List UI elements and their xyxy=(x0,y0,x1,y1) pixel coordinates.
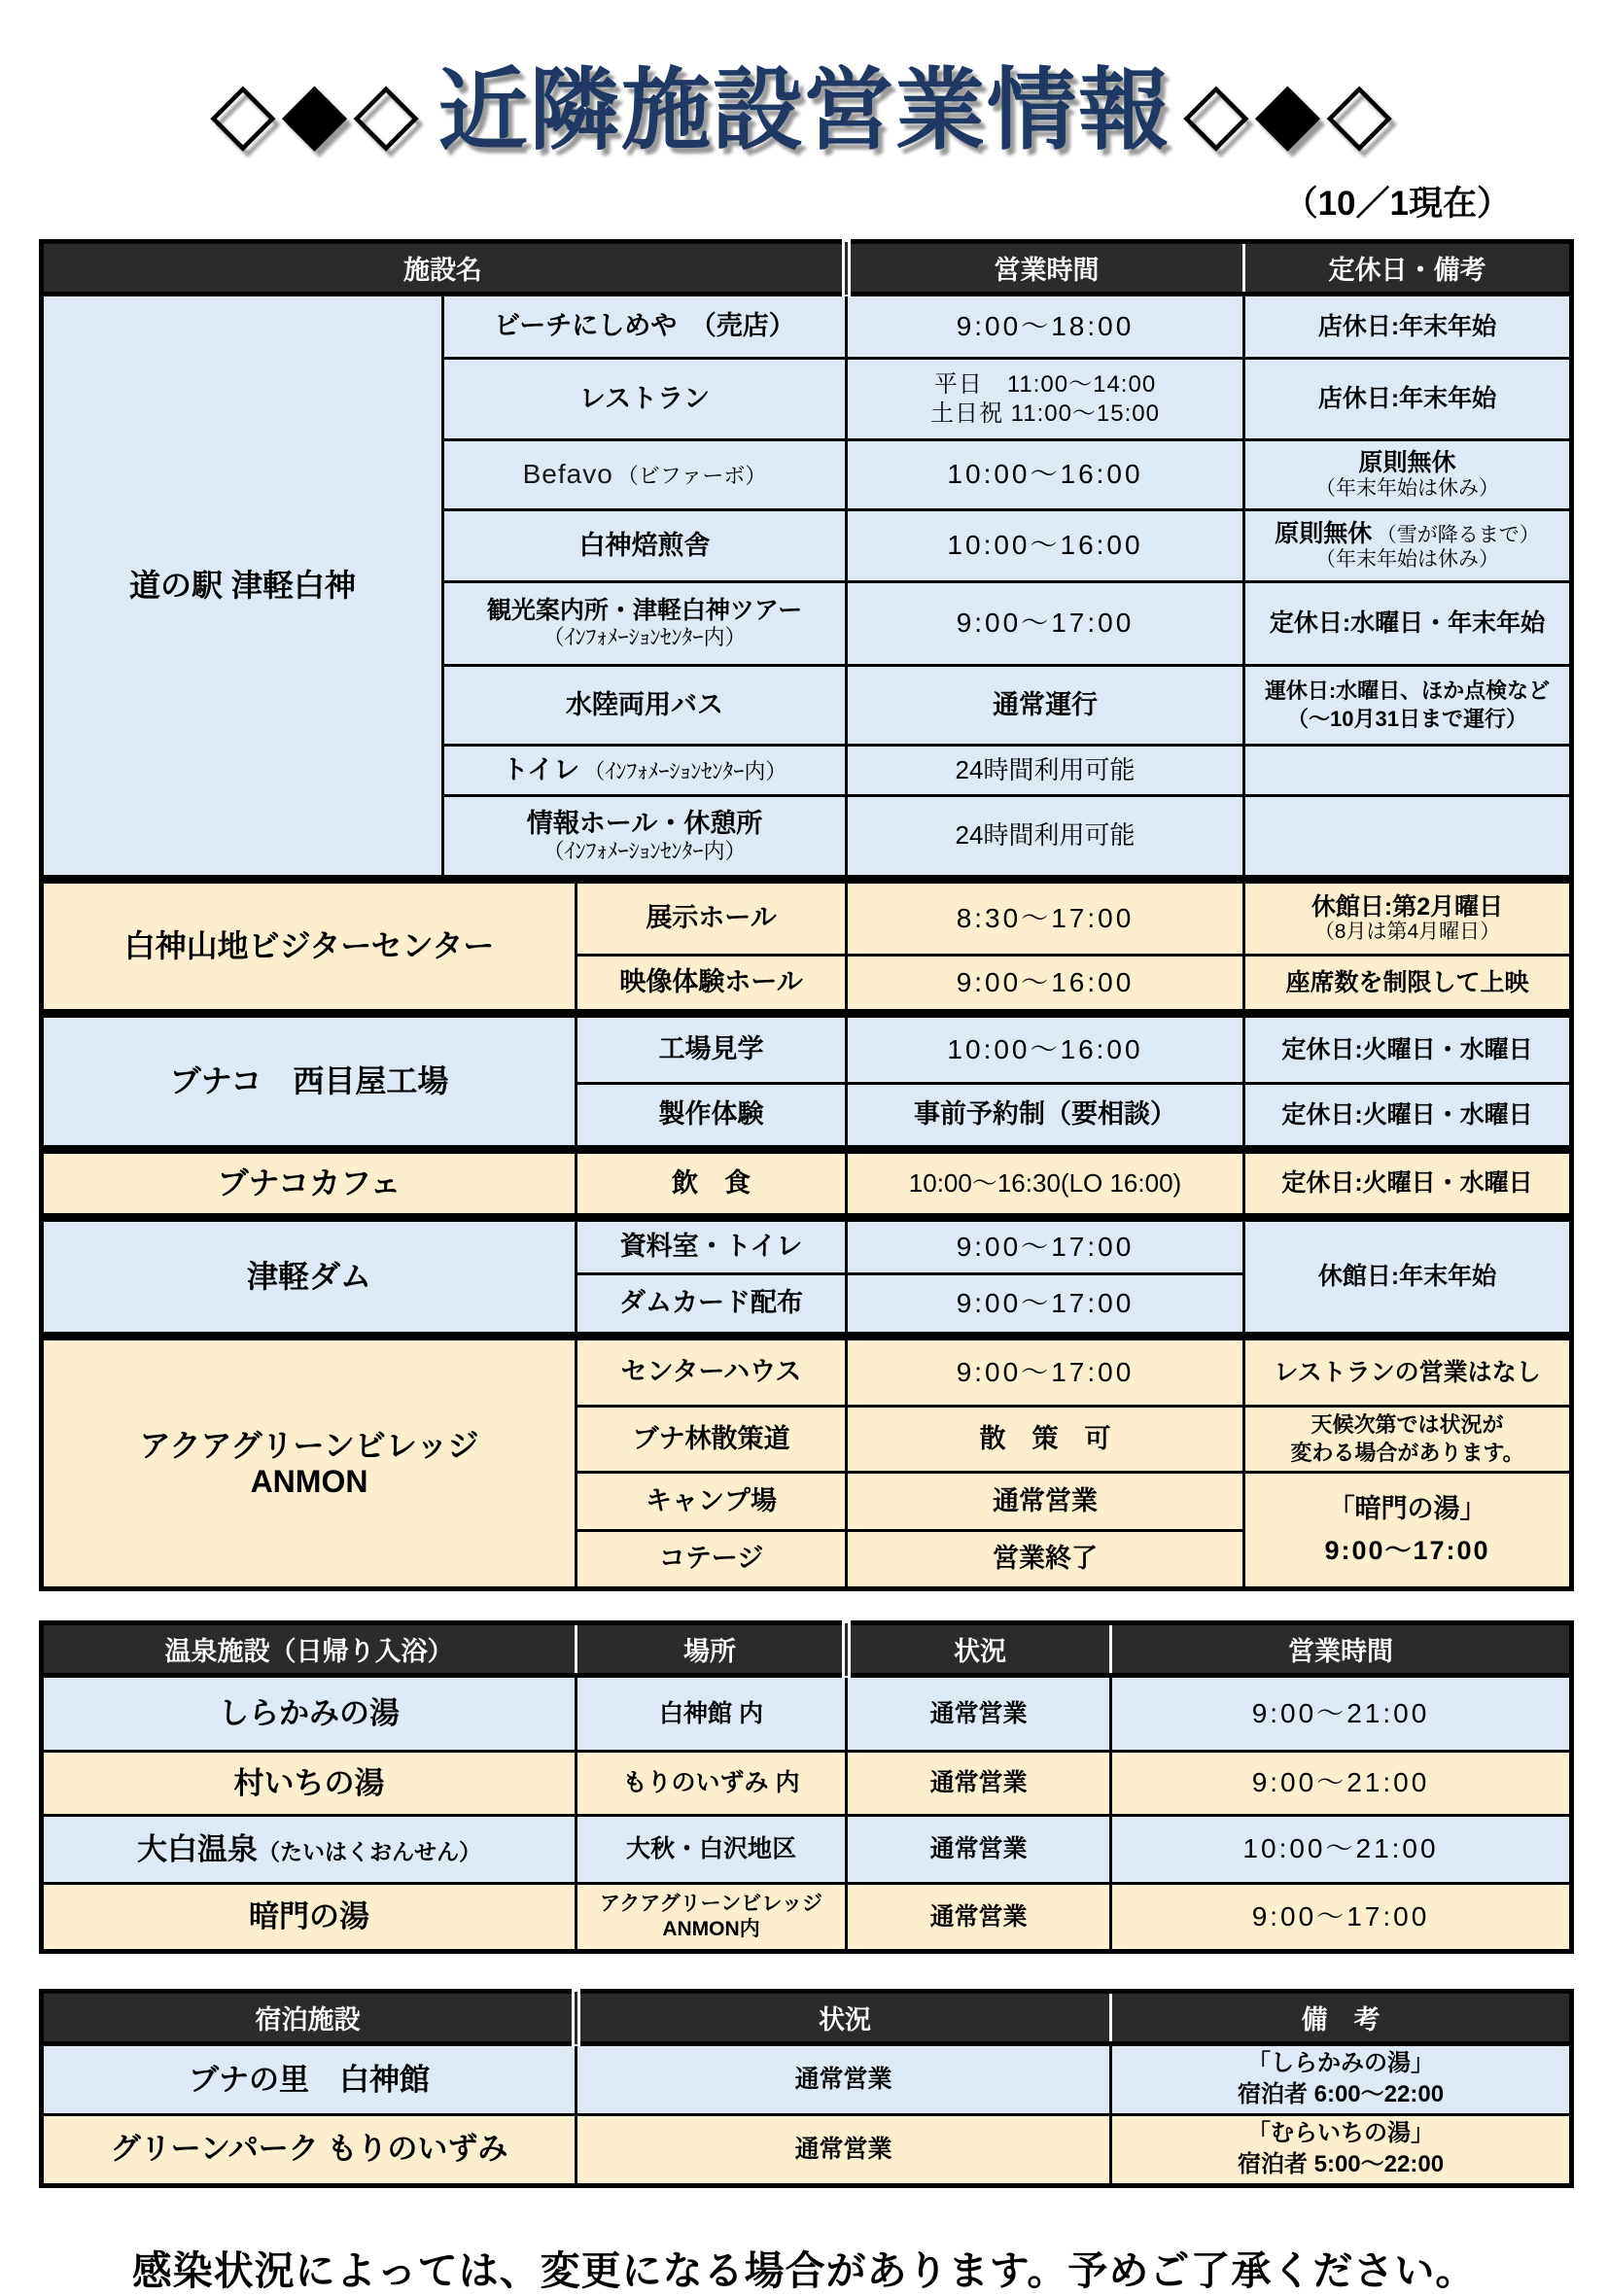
note-cell xyxy=(1244,1337,1572,1407)
facility-name: 観光案内所・津軽白神ツアー xyxy=(486,597,803,625)
place-line1: アクアグリーンビレッジ xyxy=(599,1892,823,1915)
hours-cell xyxy=(847,746,1244,796)
diamond-deco-right-icon: ◇◆◇ xyxy=(1183,63,1399,159)
note-cell xyxy=(1244,1014,1572,1084)
place-cell xyxy=(577,1884,847,1952)
hours-value: 9:00～17:00 xyxy=(956,1356,1135,1387)
place-text: 白神館 内 xyxy=(659,1699,763,1727)
status-cell xyxy=(847,1884,1111,1952)
facility-cell xyxy=(577,1337,847,1407)
place-text: 大秋・白沢地区 xyxy=(625,1835,796,1863)
header-place: 場所 xyxy=(577,1623,847,1676)
onsen-table xyxy=(39,1620,1574,1954)
note-text: 原則無休 xyxy=(1275,520,1373,548)
hours-value: 事前予約制（要相談） xyxy=(914,1099,1176,1130)
note-subtext: （～10月31日まで運行） xyxy=(1287,706,1527,731)
hours-value: 10:00～21:00 xyxy=(1242,1833,1439,1864)
diamond-deco-left-icon: ◇◆◇ xyxy=(209,63,425,159)
status-cell xyxy=(847,1816,1111,1884)
group-name: アクアグリーンビレッジ xyxy=(139,1427,479,1463)
facility-table xyxy=(39,239,1574,1591)
header-hours: 営業時間 xyxy=(1111,1623,1572,1676)
facility-table-header-row xyxy=(42,242,1572,295)
status-cell xyxy=(847,1752,1111,1816)
page-title-text: 近隣施設営業情報 xyxy=(437,61,1170,160)
hours-cell xyxy=(847,510,1244,582)
hours-cell xyxy=(847,1150,1244,1218)
facility-name: 映像体験ホール xyxy=(619,967,803,997)
hours-value: 24時間利用可能 xyxy=(955,820,1136,851)
hours-cell xyxy=(1111,1676,1572,1752)
note-cell xyxy=(1244,1084,1572,1150)
table-row xyxy=(42,1676,1572,1752)
hours-value: 9:00～17:00 xyxy=(1251,1900,1430,1931)
facility-name: 工場見学 xyxy=(658,1034,764,1064)
facility-cell xyxy=(577,1014,847,1084)
table-row xyxy=(42,295,1572,359)
hours-value: 10:00～16:00 xyxy=(947,1033,1143,1064)
onsen-name-reading: （たいはくおんせん） xyxy=(258,1838,481,1864)
onsen-name-cell xyxy=(42,1752,577,1816)
note-text: 運休日:水曜日、ほか点検など xyxy=(1264,678,1551,703)
hours-value: 通常運行 xyxy=(993,689,1098,719)
table-row xyxy=(42,1218,1572,1274)
facility-location: （ｲﾝﾌｫﾒｰｼｮﾝｾﾝﾀｰ内） xyxy=(542,838,747,863)
status-text: 通常営業 xyxy=(794,2066,892,2094)
note-text: 原則無休 xyxy=(1358,449,1456,477)
onsen-name: しらかみの湯 xyxy=(219,1696,400,1731)
facility-name: 展示ホール xyxy=(646,903,777,933)
facility-name: ダムカード配布 xyxy=(619,1288,803,1318)
hours-cell xyxy=(847,666,1244,746)
facility-cell xyxy=(577,1531,847,1589)
note-cell xyxy=(1244,1407,1572,1473)
facility-name: 白神焙煎舎 xyxy=(578,530,711,560)
facility-cell xyxy=(443,359,847,440)
table-row xyxy=(42,2044,1572,2115)
hours-value: 9:00～16:00 xyxy=(956,966,1135,997)
note-cell xyxy=(1244,359,1572,440)
facility-name: 資料室・トイレ xyxy=(619,1232,803,1262)
header-facility-name: 施設名 xyxy=(42,242,847,295)
hours-value: 10:00～16:30(LO 16:00) xyxy=(908,1167,1182,1198)
header-closed-remarks: 定休日・備考 xyxy=(1244,242,1572,295)
hours-cell xyxy=(847,1337,1244,1407)
table-row xyxy=(42,2114,1572,2185)
header-hours: 営業時間 xyxy=(847,242,1244,295)
facility-name: 水陸両用バス xyxy=(566,689,723,719)
table-row xyxy=(42,1752,1572,1816)
onsen-name-cell xyxy=(42,1676,577,1752)
onsen-table-header-row xyxy=(42,1623,1572,1676)
hours-value: 9:00～18:00 xyxy=(956,310,1135,341)
remarks-line2: 宿泊者 6:00～22:00 xyxy=(1237,2081,1445,2108)
onsen-name-cell xyxy=(42,1884,577,1952)
hours-cell xyxy=(1111,1884,1572,1952)
facility-cell xyxy=(443,666,847,746)
lodging-name: ブナの里 白神館 xyxy=(189,2062,430,2097)
facility-cell xyxy=(577,1218,847,1274)
hours-cell xyxy=(847,440,1244,510)
facility-cell xyxy=(577,1407,847,1473)
lodging-name: グリーンパーク もりのいずみ xyxy=(110,2132,508,2167)
hours-cell xyxy=(847,880,1244,956)
hours-value: 24時間利用可能 xyxy=(955,754,1136,784)
table-row xyxy=(42,1816,1572,1884)
hours-cell xyxy=(847,1084,1244,1150)
facility-cell xyxy=(443,746,847,796)
page-title xyxy=(39,39,1569,167)
note-subtext: （年末年始は休み） xyxy=(1315,547,1499,571)
onsen-name-cell xyxy=(42,1816,577,1884)
hours-cell xyxy=(847,1014,1244,1084)
remarks-line1: 「むらいちの湯」 xyxy=(1247,2119,1434,2146)
hours-value: 9:00～21:00 xyxy=(1251,1767,1430,1798)
facility-cell xyxy=(443,582,847,666)
facility-cell xyxy=(443,295,847,359)
place-line2: ANMON内 xyxy=(662,1918,760,1940)
place-text: もりのいずみ 内 xyxy=(622,1769,800,1797)
status-cell xyxy=(577,2044,1111,2115)
status-text: 通常営業 xyxy=(929,1699,1028,1727)
note-cell xyxy=(1244,666,1572,746)
lodging-table-header-row xyxy=(42,1992,1572,2044)
header-remarks: 備 考 xyxy=(1111,1992,1572,2044)
note-cell xyxy=(1244,1473,1572,1589)
hours-cell xyxy=(847,295,1244,359)
status-cell xyxy=(577,2114,1111,2185)
note-inline: （雪が降るまで） xyxy=(1376,524,1540,547)
spacer xyxy=(39,1591,1569,1620)
lodging-table xyxy=(39,1989,1574,2188)
note-subtext: （年末年始は休み） xyxy=(1315,476,1499,500)
hours-value: 9:00～21:00 xyxy=(1251,1697,1430,1728)
facility-name: ブナ林散策道 xyxy=(632,1423,790,1453)
note-text: 定休日:火曜日・水曜日 xyxy=(1281,1169,1533,1198)
facility-name: センターハウス xyxy=(620,1357,802,1387)
facility-name: ビーチにしめや （売店） xyxy=(494,311,795,341)
hours-cell xyxy=(847,1218,1244,1274)
facility-name: Befavo xyxy=(522,459,613,490)
note-text: 定休日:水曜日・年末年始 xyxy=(1269,609,1546,638)
facility-cell xyxy=(443,796,847,880)
footer-notice: 感染状況によっては、変更になる場合があります。予めご了承ください。 xyxy=(131,2247,1477,2293)
hours-cell xyxy=(847,1473,1244,1531)
lodging-name-cell xyxy=(42,2044,577,2115)
group-cell xyxy=(42,880,577,1014)
facility-name: レストラン xyxy=(578,383,711,413)
group-cell xyxy=(42,295,443,880)
note-text: 休館日:第2月曜日 xyxy=(1311,892,1504,921)
note-text: 定休日:火曜日・水曜日 xyxy=(1281,1100,1533,1129)
note-subtext: 9:00～17:00 xyxy=(1324,1536,1490,1565)
header-status: 状況 xyxy=(847,1623,1111,1676)
note-subtext: （8月は第4月曜日） xyxy=(1313,921,1501,944)
note-subtext: 変わる場合があります。 xyxy=(1290,1440,1524,1465)
hours-value: 9:00～17:00 xyxy=(956,1231,1135,1262)
hours-cell xyxy=(847,1274,1244,1337)
header-onsen-name: 温泉施設（日帰り入浴） xyxy=(42,1623,577,1676)
group-name-line2: ANMON xyxy=(250,1463,368,1499)
hours-cell xyxy=(847,956,1244,1014)
table-row xyxy=(42,1884,1572,1952)
facility-location: （ｲﾝﾌｫﾒｰｼｮﾝｾﾝﾀｰ内） xyxy=(583,758,787,783)
hours-value: 通常営業 xyxy=(993,1485,1098,1515)
facility-name: コテージ xyxy=(658,1544,764,1574)
status-text: 通常営業 xyxy=(929,1835,1028,1863)
lodging-name-cell xyxy=(42,2114,577,2185)
hours-value: 9:00～17:00 xyxy=(956,608,1135,639)
group-cell xyxy=(42,1218,577,1337)
facility-location: （ｲﾝﾌｫﾒｰｼｮﾝｾﾝﾀｰ内） xyxy=(542,625,747,650)
facility-name: トイレ xyxy=(502,754,580,784)
note-text: 店休日:年末年始 xyxy=(1317,312,1497,340)
hours-line2: 土日祝 11:00～15:00 xyxy=(929,400,1160,427)
status-text: 通常営業 xyxy=(794,2135,892,2163)
group-cell xyxy=(42,1337,577,1589)
facility-cell xyxy=(577,1274,847,1337)
facility-cell xyxy=(443,510,847,582)
place-cell xyxy=(577,1816,847,1884)
facility-name: 飲 食 xyxy=(672,1167,751,1198)
facility-cell xyxy=(577,1084,847,1150)
hours-cell xyxy=(847,359,1244,440)
note-cell xyxy=(1244,295,1572,359)
hours-value: 10:00～16:00 xyxy=(947,459,1143,490)
hours-cell xyxy=(847,1531,1244,1589)
header-status: 状況 xyxy=(577,1992,1111,2044)
onsen-name: 大白温泉 xyxy=(137,1831,258,1866)
hours-line1: 平日 11:00～14:00 xyxy=(933,370,1157,398)
group-name: 道の駅 津軽白神 xyxy=(129,568,356,604)
remarks-cell xyxy=(1111,2114,1572,2185)
group-name: ブナコ 西目屋工場 xyxy=(169,1063,449,1099)
note-text: 座席数を制限して上映 xyxy=(1285,968,1529,996)
facility-cell xyxy=(577,1150,847,1218)
facility-cell xyxy=(443,440,847,510)
hours-cell xyxy=(1111,1816,1572,1884)
facility-cell xyxy=(577,880,847,956)
note-text: レストランの営業はなし xyxy=(1274,1358,1541,1386)
hours-cell xyxy=(847,1407,1244,1473)
note-text: 定休日:火曜日・水曜日 xyxy=(1281,1035,1533,1063)
note-text: 天候次第では状況が xyxy=(1311,1411,1504,1437)
onsen-name: 村いちの湯 xyxy=(233,1765,385,1800)
hours-value: 8:30～17:00 xyxy=(956,902,1135,933)
group-name: ブナコカフェ xyxy=(217,1165,402,1201)
group-cell xyxy=(42,1150,577,1218)
note-cell xyxy=(1244,1218,1572,1337)
note-cell xyxy=(1244,582,1572,666)
hours-cell xyxy=(847,582,1244,666)
remarks-line2: 宿泊者 5:00～22:00 xyxy=(1237,2151,1445,2178)
hours-value: 10:00～16:00 xyxy=(947,530,1143,561)
table-row xyxy=(42,880,1572,956)
header-lodging-name: 宿泊施設 xyxy=(42,1992,577,2044)
table-row xyxy=(42,1150,1572,1218)
facility-cell xyxy=(577,956,847,1014)
hours-value: 営業終了 xyxy=(993,1544,1098,1574)
hours-cell xyxy=(1111,1752,1572,1816)
note-cell xyxy=(1244,880,1572,956)
status-cell xyxy=(847,1676,1111,1752)
table-row xyxy=(42,1337,1572,1407)
onsen-name: 暗門の湯 xyxy=(249,1899,369,1934)
group-name: 白神山地ビジターセンター xyxy=(123,928,495,964)
remarks-line1: 「しらかみの湯」 xyxy=(1247,2050,1434,2076)
as-of-date: （10／1現在） xyxy=(1283,185,1511,223)
note-text: 「暗門の湯」 xyxy=(1328,1493,1486,1523)
facility-name: キャンプ場 xyxy=(646,1485,777,1515)
spacer xyxy=(39,1954,1569,1989)
group-name: 津軽ダム xyxy=(246,1259,371,1295)
facility-name: 情報ホール・休憩所 xyxy=(526,808,763,838)
place-cell xyxy=(577,1752,847,1816)
note-cell xyxy=(1244,510,1572,582)
note-cell xyxy=(1244,956,1572,1014)
hours-value: 9:00～17:00 xyxy=(956,1287,1135,1318)
place-cell xyxy=(577,1676,847,1752)
status-text: 通常営業 xyxy=(929,1769,1028,1797)
note-cell xyxy=(1244,796,1572,880)
note-text: 店休日:年末年始 xyxy=(1317,385,1497,413)
facility-cell xyxy=(577,1473,847,1531)
group-cell xyxy=(42,1014,577,1150)
table-row xyxy=(42,1014,1572,1084)
facility-name: 製作体験 xyxy=(658,1099,764,1130)
facility-name-reading: （ビファーボ） xyxy=(616,464,767,489)
note-cell xyxy=(1244,746,1572,796)
note-text: 休館日:年末年始 xyxy=(1317,1263,1497,1291)
remarks-cell xyxy=(1111,2044,1572,2115)
note-cell xyxy=(1244,440,1572,510)
status-text: 通常営業 xyxy=(929,1902,1028,1931)
hours-cell xyxy=(847,796,1244,880)
note-cell xyxy=(1244,1150,1572,1218)
hours-value: 散 策 可 xyxy=(979,1423,1111,1453)
